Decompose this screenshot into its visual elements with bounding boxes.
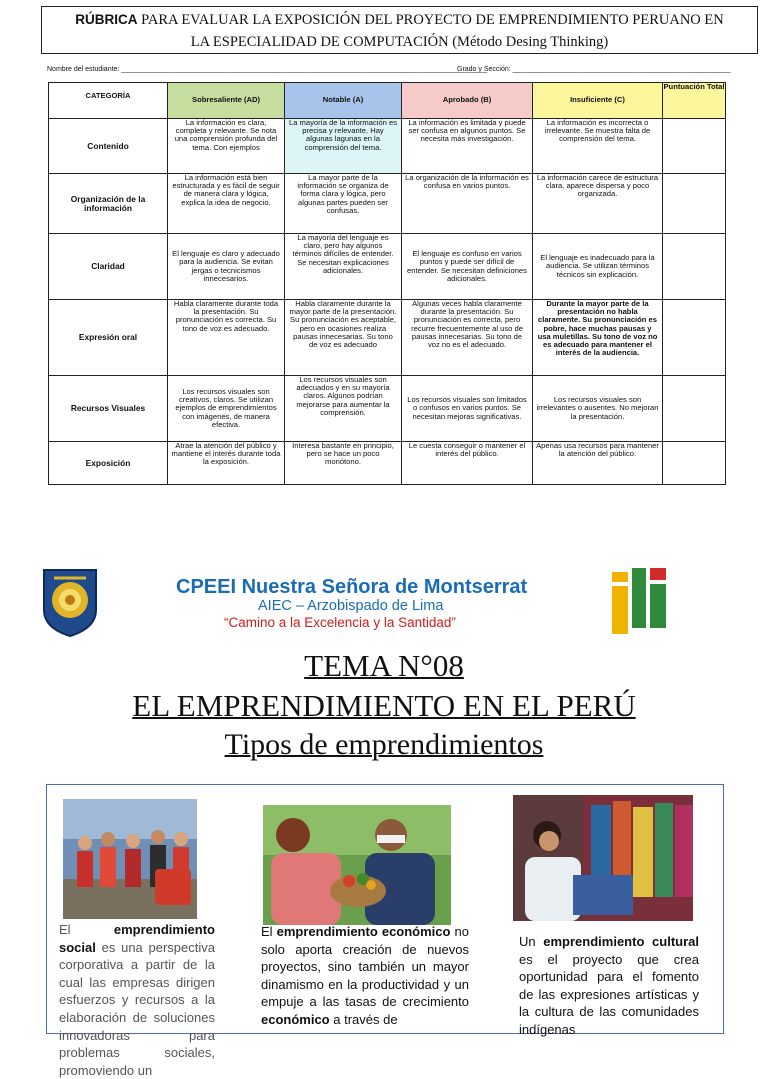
cultural-photo [513, 795, 693, 921]
cell-c: Durante la mayor parte de la presentación no habla claramente. Su pronunciación es pobre, hace muchas pausas y usa muletillas. Su tono de voz no es adecuado para mantener el interés de la audiencia. [533, 300, 663, 376]
economic-description: El emprendimiento económico no solo aporta creación de nuevos proyectos, sino también un mayor dinamismo en la productividad y un empuje a las tasas de crecimiento económico a través de [261, 924, 469, 1027]
header-notable: Notable (A) [285, 83, 402, 119]
rubric-title-rest: PARA EVALUAR LA EXPOSICIÓN DEL PROYECTO DE EMPRENDIMIENTO PERUANO EN [137, 12, 724, 28]
cell-ad: La información está bien estructurada y es fácil de seguir de manera clara y lógica, explica la idea de negocio. [168, 174, 285, 234]
rubric-title-bold: RÚBRICA [75, 12, 138, 27]
score-cell[interactable] [663, 174, 726, 234]
cell-ad: El lenguaje es claro y adecuado para la audiencia. Se evitan jergas o tecnicismos innecesarios. [168, 234, 285, 300]
cell-b: La organización de la información es confusa en varios puntos. [402, 174, 533, 234]
category-cell: Claridad [49, 234, 168, 300]
score-cell[interactable] [663, 234, 726, 300]
cell-c: Los recursos visuales son irrelevantes o ausentes. No mejoran la presentación. [533, 376, 663, 442]
cell-a: Interesa bastante en principio, pero se hace un poco monótono. [285, 442, 402, 485]
table-row [49, 174, 726, 234]
cultural-description: Un emprendimiento cultural es el proyecto que crea oportunidad para el fomento de las expresiones artísticas y la cultura de las comunidades indígenas [519, 934, 699, 1037]
cell-a: Los recursos visuales son adecuados y en su mayoría claros. Algunos podrían mejorarse para aumentar la comprensión. [285, 376, 402, 442]
school-motto: “Camino a la Excelencia y la Santidad” [224, 615, 456, 630]
cultural-term: emprendimiento cultural [543, 934, 699, 949]
header-aprobado: Aprobado (B) [402, 83, 533, 119]
economic-photo [263, 805, 451, 925]
school-crest-icon [40, 566, 100, 638]
social-description: El emprendimiento social es una perspectiva corporativa a partir de la cual las empresas dirigen esfuerzos y recursos a la elaboración de soluciones innovadoras para problemas sociales, promoviendo un [59, 922, 215, 1078]
table-row [49, 376, 726, 442]
cell-ad: Habla claramente durante toda la presentación. Su pronunciación es correcta. Su tono de voz es adecuado. [168, 300, 285, 376]
category-cell: Exposición [49, 442, 168, 485]
cell-b: Le cuesta conseguir o mantener el interés del público. [402, 442, 533, 485]
cell-c: La información es incorrecta o irrelevante. Se muestra falta de comprensión del tema. [533, 119, 663, 174]
rubric-title-line2: LA ESPECIALIDAD DE COMPUTACIÓN (Método Desing Thinking) [190, 34, 609, 50]
table-row [49, 300, 726, 376]
cell-a: La mayoría del lenguaje es claro, pero hay algunos términos difíciles de entender. Se necesitan explicaciones adicionales. [285, 234, 402, 300]
category-cell: Organización de la información [49, 174, 168, 234]
topic-number: TEMA N°08 [304, 648, 464, 683]
cell-a: La mayor parte de la información se organiza de forma clara y lógica, pero algunas partes pueden ser confusas. [285, 174, 402, 234]
cell-a: La mayoría de la información es precisa y relevante. Hay algunas lagunas en la comprensión del tema. [285, 119, 402, 174]
score-cell[interactable] [663, 300, 726, 376]
emprendimiento-types-panel [46, 784, 724, 1078]
cell-b: La información es limitada y puede ser confusa en algunos puntos. Se necesita más investigación. [402, 119, 533, 174]
cell-c: El lenguaje es inadecuado para la audiencia. Se utilizan términos técnicos sin explicación. [533, 234, 663, 300]
table-row [49, 119, 726, 174]
cell-c: La información carece de estructura clara, aparece dispersa y poco organizada. [533, 174, 663, 234]
cell-b: Los recursos visuales son limitados o confusos en varios puntos. Se necesitan mejoras significativas. [402, 376, 533, 442]
school-subtitle: AIEC – Arzobispado de Lima [258, 598, 444, 614]
header-insuficiente: Insuficiente (C) [533, 83, 663, 119]
score-cell[interactable] [663, 376, 726, 442]
topic-title: EL EMPRENDIMIENTO EN EL PERÚ [132, 688, 636, 723]
cell-b: Algunas veces habla claramente durante la presentación. Su pronunciación es correcta, pero recurre frecuentemente al uso de pausas innecesarias. Su tono de voz no es el adecuado. [402, 300, 533, 376]
school-name: CPEEI Nuestra Señora de Montserrat [176, 576, 528, 598]
cell-ad: La información es clara, completa y relevante. Se nota una comprensión profunda del tema. Con ejemplos [168, 119, 285, 174]
score-cell[interactable] [663, 119, 726, 174]
category-cell: Expresión oral [49, 300, 168, 376]
cell-c: Apenas usa recursos para mantener la atención del público. [533, 442, 663, 485]
header-sobresaliente: Sobresaliente (AD) [168, 83, 285, 119]
table-row [49, 234, 726, 300]
cell-ad: Los recursos visuales son creativos, claros. Se utilizan ejemplos de emprendimientos con imágenes, de manera efectiva. [168, 376, 285, 442]
category-cell: Contenido [49, 119, 168, 174]
rubric-table [48, 82, 726, 485]
student-name-field: Nombre del estudiante: ______________________________________________________________________________________________ [47, 66, 488, 73]
cell-a: Habla claramente durante la mayor parte de la presentación. Su pronunciación es aceptable, pero en ocasiones realiza pausas innecesarias. Su tono de voz es adecuado [285, 300, 402, 376]
header-puntuacion: Puntuación Total [663, 83, 726, 119]
economic-term: emprendimiento económico [276, 924, 451, 939]
header-row [49, 83, 726, 119]
cell-ad: Atrae la atención del público y mantiene el interés durante toda la exposición. [168, 442, 285, 485]
social-photo [63, 799, 197, 919]
rubric-title [41, 6, 758, 54]
table-row [49, 442, 726, 485]
institution-logo-icon [610, 566, 668, 638]
topic-subtitle: Tipos de emprendimientos [224, 728, 544, 761]
score-cell[interactable] [663, 442, 726, 485]
category-cell: Recursos Visuales [49, 376, 168, 442]
cell-b: El lenguaje es confuso en varios puntos y puede ser difícil de entender. Se necesitan definiciones adicionales. [402, 234, 533, 300]
grade-section-field: Grado y Sección: ________________________________________________________ [457, 66, 731, 73]
social-term: emprendimiento social [59, 922, 215, 955]
header-category: CATEGORÍA [49, 83, 168, 119]
